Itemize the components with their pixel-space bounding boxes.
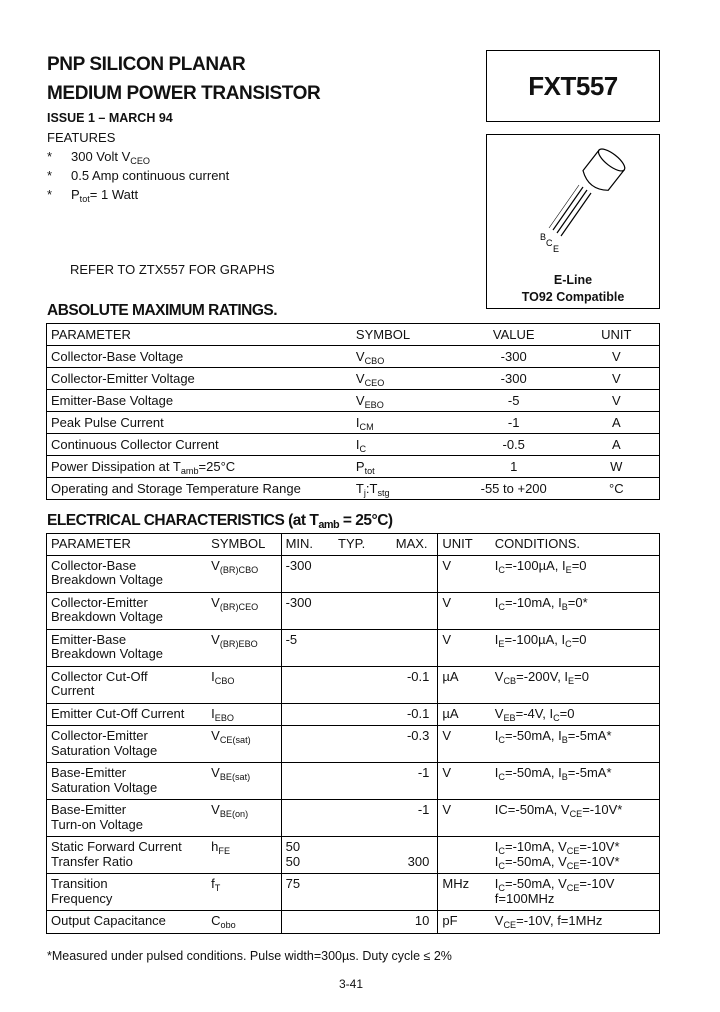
features-section [47, 128, 447, 204]
param-cell: Collector-Emitter Voltage [47, 368, 352, 390]
symbol-cell: $V_{BE(on)}$ [207, 800, 281, 837]
elec-row [47, 703, 660, 726]
features-list [47, 147, 447, 204]
elec-row [47, 911, 660, 934]
typ-cell [334, 555, 386, 592]
symbol-cell: $V_{EBO}$ [352, 390, 454, 412]
max-cell [386, 592, 438, 629]
abs-max-row [47, 346, 660, 368]
unit-cell: V [574, 390, 660, 412]
symbol-cell: $I_{CM}$ [352, 412, 454, 434]
abs-max-column-header: SYMBOL [352, 324, 454, 346]
unit-cell: V [438, 555, 491, 592]
elec-heading: ELECTRICAL CHARACTERISTICS (at $T_{amb} = 25^\circ C$) [47, 512, 393, 531]
max-cell: -1 [386, 800, 438, 837]
param-cell: Continuous Collector Current [47, 434, 352, 456]
pin-e-label: E [553, 244, 560, 254]
unit-cell: A [574, 412, 660, 434]
typ-cell [334, 629, 386, 666]
elec-column-header: MIN. [281, 534, 334, 556]
symbol-cell: $h_{FE}$ [207, 837, 281, 874]
min-cell [281, 763, 334, 800]
bullet-star: * [47, 187, 53, 202]
typ-cell [334, 703, 386, 726]
feature-item [47, 147, 447, 166]
elec-row [47, 800, 660, 837]
package-compat: TO92 Compatible [521, 290, 625, 304]
value-cell: -55 to +200 [480, 481, 547, 496]
title-line-2: MEDIUM POWER TRANSISTOR [47, 83, 321, 104]
unit-cell: V [438, 726, 491, 763]
elec-column-header: TYP. [338, 536, 366, 551]
symbol-cell: $V_{CEO}$ [352, 368, 454, 390]
elec-row [47, 592, 660, 629]
symbol-cell: $I_{CBO}$ [207, 666, 281, 703]
feature-text: 300 Volt $V_{CEO}$ [71, 149, 150, 166]
max-cell [386, 874, 438, 911]
package-name: E-Line [553, 273, 593, 287]
bullet-star: * [47, 149, 53, 164]
param-cell: Collector-Base Voltage [47, 346, 352, 368]
typ-cell [334, 800, 386, 837]
unit-cell: µA [438, 666, 491, 703]
abs-max-column-header: UNIT [574, 324, 660, 346]
conditions-cell: $I_C=-100\mu A$, $I_E=0$ [491, 555, 660, 592]
param-cell: Emitter-Base Voltage [47, 390, 352, 412]
elec-row [47, 555, 660, 592]
unit-cell [438, 837, 491, 874]
abs-max-row [47, 478, 660, 500]
typ-cell [334, 837, 386, 874]
param-cell: Collector Cut-Off Current [47, 666, 208, 703]
feature-text: $P_{tot}= 1$ Watt [71, 187, 139, 204]
conditions-cell: $I_C=-10mA$, $I_B=0*$ [491, 592, 660, 629]
min-cell [281, 666, 334, 703]
unit-cell: °C [609, 481, 624, 496]
abs-max-row [47, 368, 660, 390]
value-cell: 1 [454, 456, 574, 478]
conditions-cell: $I_C=-50mA$, $I_B=-5mA*$ [491, 726, 660, 763]
param-cell: Collector-Emitter Breakdown Voltage [47, 592, 208, 629]
param-cell: Collector-Base Breakdown Voltage [47, 555, 208, 592]
param-cell: Operating and Storage Temperature Range [51, 481, 301, 496]
min-cell: 50 50 [281, 837, 334, 874]
max-cell: 10 [386, 911, 438, 934]
param-cell: Transition Frequency [47, 874, 208, 911]
issue-date: ISSUE 1 – MARCH 94 [47, 111, 173, 125]
conditions-cell: $V_{CE}=-10V$, f=1MHz [491, 911, 660, 934]
symbol-cell: $V_{BE(sat)}$ [207, 763, 281, 800]
max-cell: 300 [386, 837, 438, 874]
min-cell: -5 [281, 629, 334, 666]
typ-cell [334, 666, 386, 703]
abs-max-row [47, 456, 660, 478]
param-cell: Output Capacitance [47, 911, 208, 934]
param-cell: Power Dissipation at $T_{amb}=25^\circ C$ [47, 456, 352, 478]
abs-max-table [46, 323, 660, 500]
elec-column-header: SYMBOL [211, 536, 266, 551]
unit-cell: W [574, 456, 660, 478]
feature-item [47, 185, 447, 204]
symbol-cell: $V_{CBO}$ [352, 346, 454, 368]
param-cell: Emitter-Base Breakdown Voltage [47, 629, 208, 666]
unit-cell: V [574, 346, 660, 368]
part-number-box [486, 50, 660, 122]
bullet-star: * [47, 168, 53, 183]
unit-cell: V [574, 368, 660, 390]
conditions-cell: $V_{EB}=-4V$, $I_C=0$ [491, 703, 660, 726]
param-cell: Collector-Emitter Saturation Voltage [47, 726, 208, 763]
param-cell: Static Forward Current Transfer Ratio [47, 837, 208, 874]
elec-row [47, 629, 660, 666]
unit-cell: A [574, 434, 660, 456]
typ-cell [334, 592, 386, 629]
abs-max-row [47, 390, 660, 412]
param-cell: Base-Emitter Turn-on Voltage [47, 800, 208, 837]
elec-header-row [47, 534, 660, 556]
symbol-cell: $T_j:T_{stg}$ [355, 481, 390, 498]
features-heading: FEATURES [47, 130, 116, 145]
elec-column-header: UNIT [438, 534, 491, 556]
max-cell: -0.1 [386, 703, 438, 726]
param-cell: Emitter Cut-Off Current [47, 703, 208, 726]
min-cell [281, 703, 334, 726]
elec-row [47, 726, 660, 763]
symbol-cell: $f_T$ [207, 874, 281, 911]
elec-row [47, 666, 660, 703]
min-cell: -300 [281, 555, 334, 592]
conditions-cell: $I_C=-50mA$, $I_B=-5mA*$ [491, 763, 660, 800]
conditions-cell: $I_C=-10mA$, $V_{CE}=-10V*$ $I_C=-50mA$, $V_{CE}=-10V*$ [491, 837, 660, 874]
elec-column-header: MAX. [395, 536, 428, 551]
min-cell [281, 726, 334, 763]
unit-cell: V [438, 763, 491, 800]
value-cell: -5 [454, 390, 574, 412]
typ-cell [334, 726, 386, 763]
max-cell [386, 555, 438, 592]
conditions-cell: IC=-50mA, $V_{CE}=-10V*$ [491, 800, 660, 837]
max-cell: -0.1 [386, 666, 438, 703]
symbol-cell: $P_{tot}$ [352, 456, 454, 478]
min-cell [281, 800, 334, 837]
symbol-cell: $V_{(BR)CEO}$ [207, 592, 281, 629]
abs-max-row [47, 412, 660, 434]
value-cell: -0.5 [454, 434, 574, 456]
value-cell: -300 [454, 346, 574, 368]
max-cell [386, 629, 438, 666]
unit-cell: MHz [438, 874, 491, 911]
unit-cell: V [438, 629, 491, 666]
min-cell: -300 [281, 592, 334, 629]
unit-cell: pF [438, 911, 491, 934]
elec-table [46, 533, 660, 934]
abs-max-column-header: VALUE [454, 324, 574, 346]
symbol-cell: $I_{EBO}$ [207, 703, 281, 726]
value-cell: -300 [454, 368, 574, 390]
symbol-cell: $V_{(BR)CBO}$ [207, 555, 281, 592]
feature-item [47, 166, 447, 185]
symbol-cell: $V_{CE(sat)}$ [207, 726, 281, 763]
package-box [486, 134, 660, 309]
max-cell: -0.3 [386, 726, 438, 763]
typ-cell [334, 763, 386, 800]
symbol-cell: $I_C$ [352, 434, 454, 456]
max-cell: -1 [386, 763, 438, 800]
min-cell: 75 [281, 874, 334, 911]
refer-graphs-note: REFER TO ZTX557 FOR GRAPHS [70, 262, 275, 277]
elec-column-header: CONDITIONS. [494, 536, 581, 551]
elec-row [47, 763, 660, 800]
conditions-cell: $V_{CB}=-200V$, $I_E=0$ [491, 666, 660, 703]
conditions-cell: $I_E=-100\mu A$, $I_C=0$ [491, 629, 660, 666]
abs-max-column-header: PARAMETER [47, 324, 352, 346]
abs-max-header-row [47, 324, 660, 346]
param-cell: Peak Pulse Current [47, 412, 352, 434]
pin-b-label: B [540, 232, 547, 242]
unit-cell: V [438, 800, 491, 837]
elec-row [47, 837, 660, 874]
elec-row [47, 874, 660, 911]
feature-text: 0.5 Amp continuous current [71, 168, 230, 183]
min-cell [281, 911, 334, 934]
pin-c-label: C [546, 238, 553, 248]
title-line-1: PNP SILICON PLANAR [47, 54, 246, 75]
abs-max-heading: ABSOLUTE MAXIMUM RATINGS. [47, 302, 278, 319]
unit-cell: µA [438, 703, 491, 726]
page-number: 3-41 [339, 977, 364, 991]
value-cell: -1 [454, 412, 574, 434]
typ-cell [334, 911, 386, 934]
param-cell: Base-Emitter Saturation Voltage [47, 763, 208, 800]
abs-max-row [47, 434, 660, 456]
elec-column-header: PARAMETER [51, 536, 131, 551]
typ-cell [334, 874, 386, 911]
part-number: FXT557 [528, 70, 618, 101]
conditions-cell: $I_C=-50mA$, $V_{CE}=-10V$ f=100MHz [491, 874, 660, 911]
symbol-cell: $V_{(BR)EBO}$ [207, 629, 281, 666]
to92-package-icon [487, 135, 659, 263]
footnote: *Measured under pulsed conditions. Pulse width=300µs. Duty cycle ≤ 2% [47, 949, 452, 963]
unit-cell: V [438, 592, 491, 629]
symbol-cell: $C_{obo}$ [207, 911, 281, 934]
